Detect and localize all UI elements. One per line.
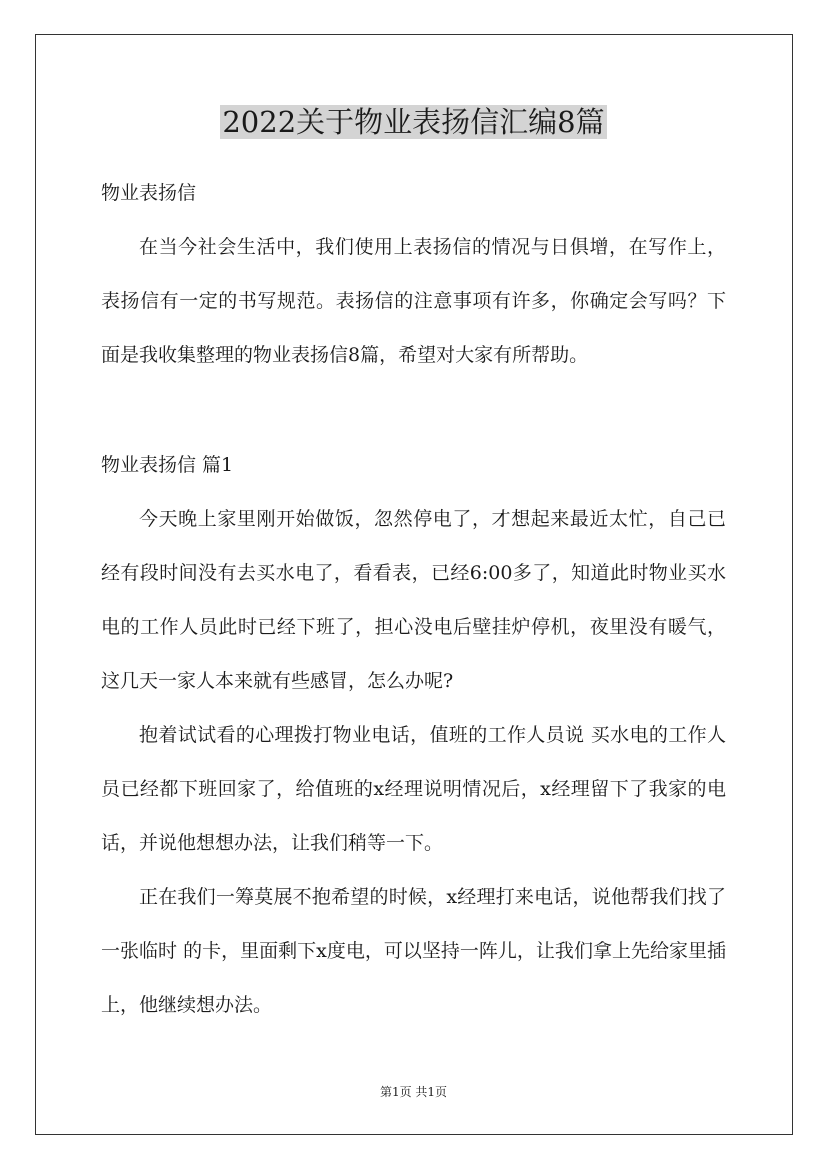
body-paragraph-2: 抱着试试看的心理拨打物业电话，值班的工作人员说 买水电的工作人员已经都下班回家了，给值班的x经理说明情况后，x经理留下了我家的电话，并说他想想办法，让我们稍等一下。 xyxy=(101,724,726,854)
intro-label: 物业表扬信 xyxy=(101,182,197,204)
document-title xyxy=(0,104,827,140)
body-paragraph-3: 正在我们一筹莫展不抱希望的时候，x经理打来电话，说他帮我们找了一张临时 的卡，里面剩下x度电，可以坚持一阵儿，让我们拿上先给家里插上，他继续想办法。 xyxy=(101,886,726,1016)
intro-paragraph: 在当今社会生活中，我们使用上表扬信的情况与日俱增，在写作上，表扬信有一定的书写规范。表扬信的注意事项有许多，你确定会写吗？下面是我收集整理的物业表扬信8篇，希望对大家有所帮助。 xyxy=(101,236,726,366)
section-heading: 物业表扬信 篇1 xyxy=(101,454,234,476)
page-footer: 第1页 共1页 xyxy=(379,1085,448,1099)
body-paragraph-1: 今天晚上家里刚开始做饭，忽然停电了，才想起来最近太忙，自己已经有段时间没有去买水电了，看看表，已经6:00多了，知道此时物业买水电的工作人员此时已经下班了，担心没电后壁挂炉停机，夜里没有暖气，这几天一家人本来就有些感冒，怎么办呢? xyxy=(101,508,726,692)
document-title-text: 2022关于物业表扬信汇编8篇 xyxy=(222,105,605,139)
